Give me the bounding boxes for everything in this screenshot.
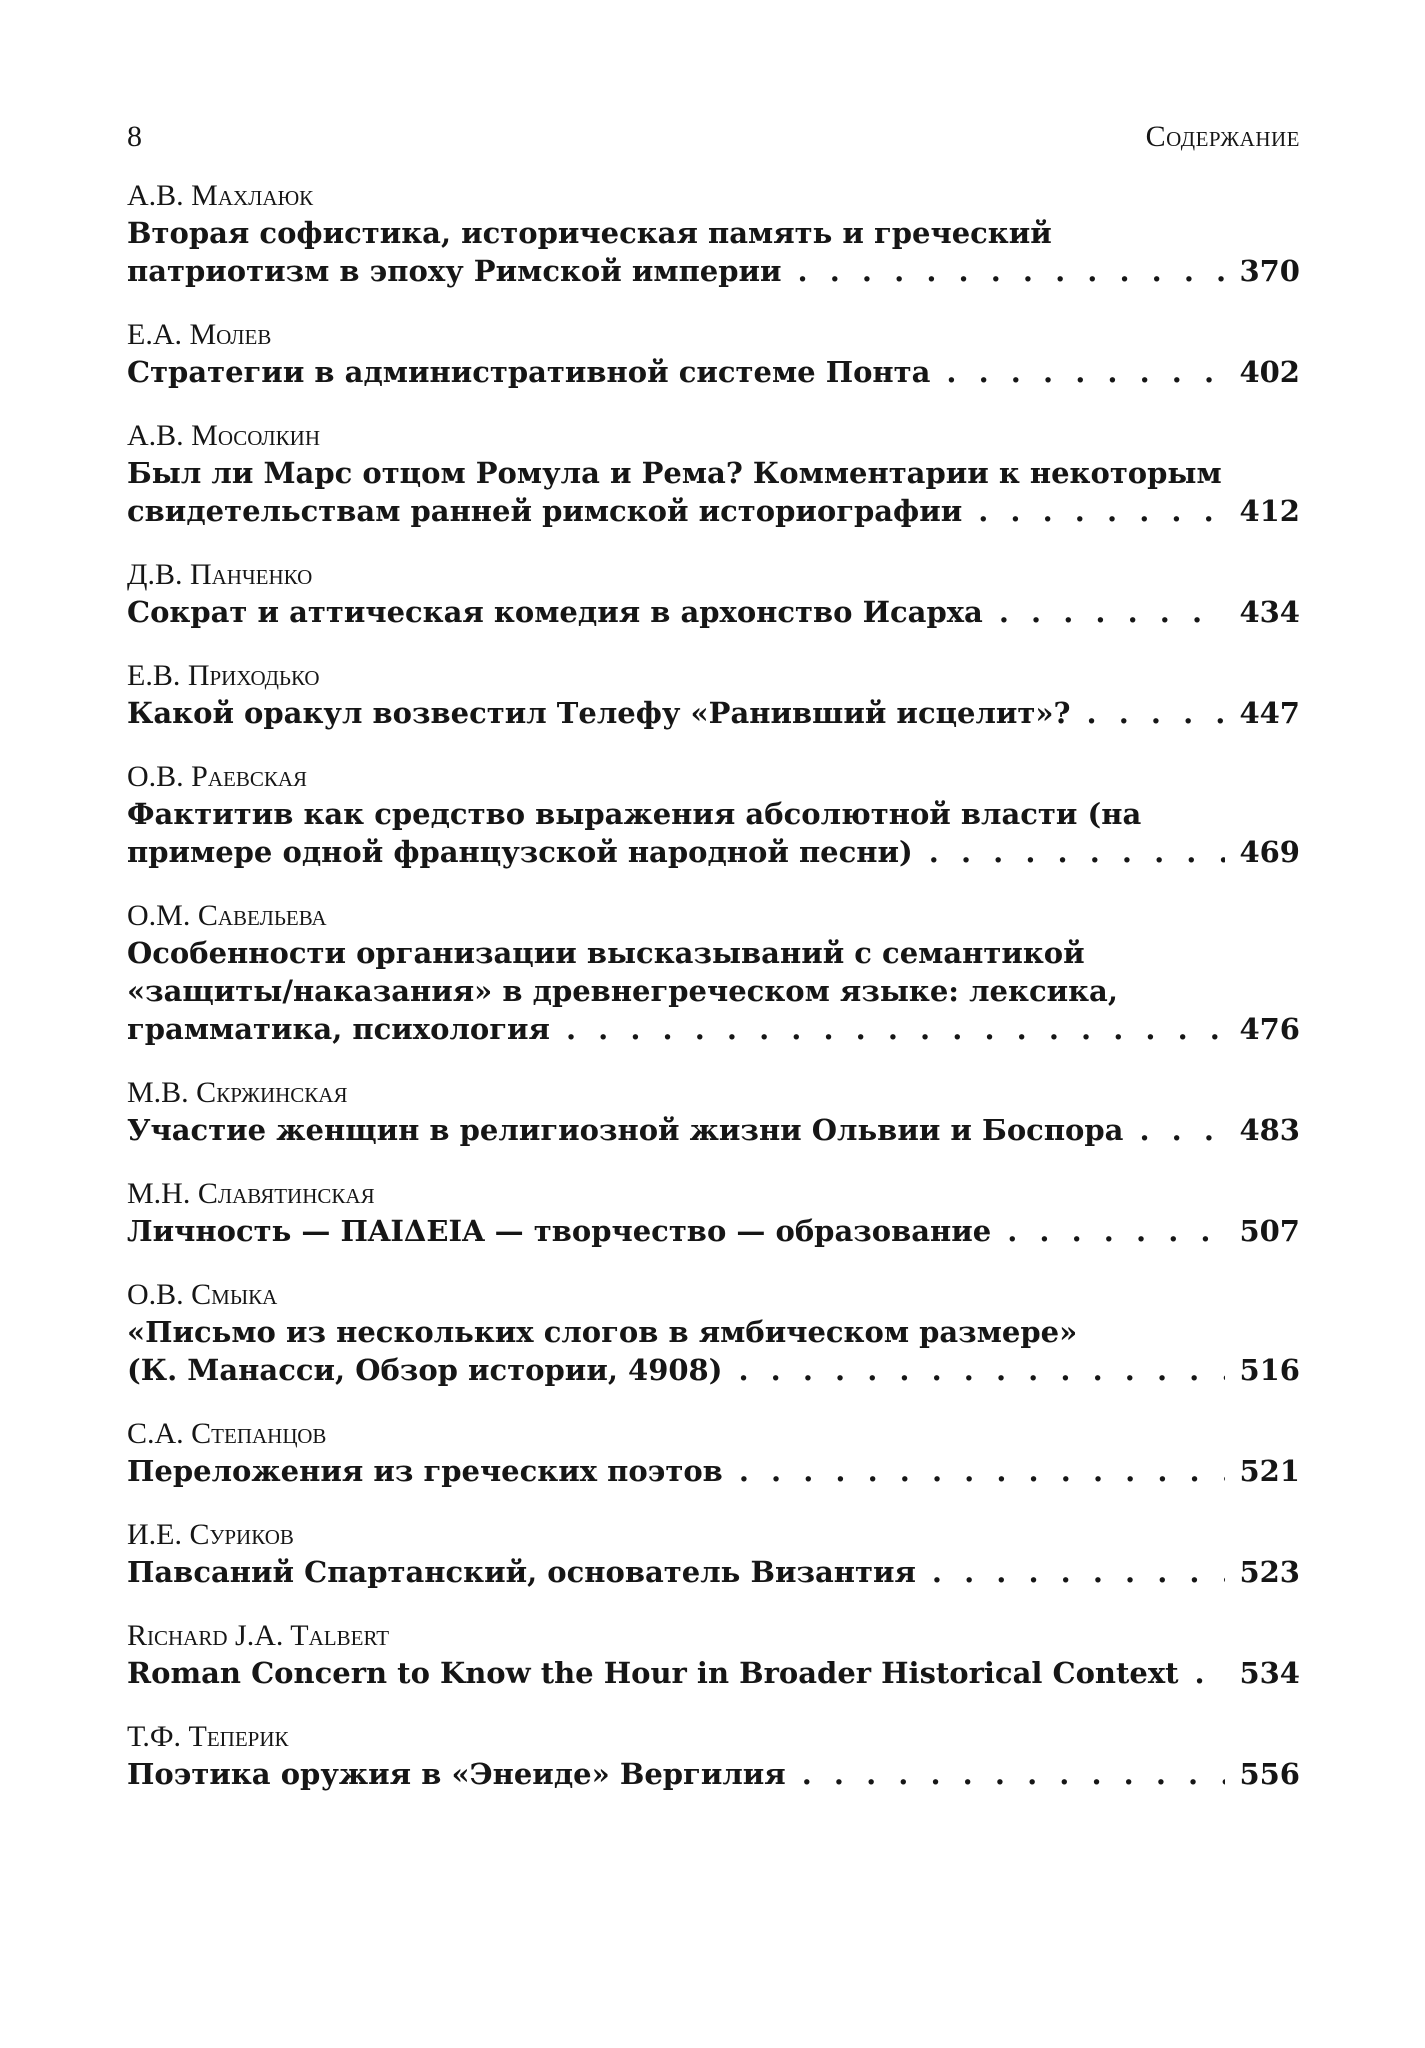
toc-author: Т.Ф. Теперик	[127, 1720, 289, 1753]
dot-leader	[723, 1452, 1226, 1490]
toc-author: А.В. Мосолкин	[127, 419, 320, 452]
toc-entry	[127, 759, 1300, 871]
toc-page-number: 476	[1239, 1012, 1300, 1046]
toc-author: М.В. Скржинская	[127, 1076, 348, 1109]
toc-title-text: Павсаний Спартанский, основатель Византия	[127, 1555, 916, 1589]
toc-page-number: 516	[1239, 1353, 1300, 1387]
toc-entry	[127, 1719, 1300, 1793]
dot-leader	[983, 593, 1226, 631]
dot-leader	[722, 1351, 1225, 1389]
toc-author: Е.А. Молев	[127, 318, 272, 351]
toc-title-text: Личность — ΠΑΙΔΕΙΑ — творчество — образование	[127, 1214, 992, 1248]
toc-author: Richard J.A. Talbert	[127, 1619, 390, 1652]
dot-leader	[1071, 694, 1226, 732]
dot-leader	[991, 1212, 1225, 1250]
toc-title-text: Какой оракул возвестил Телефу «Ранивший исцелит»?	[127, 696, 1071, 730]
toc-title-last-line	[127, 1010, 1300, 1048]
toc-entry	[127, 178, 1300, 290]
toc-title-text: грамматика, психология	[127, 1012, 550, 1046]
toc-title-last-line	[127, 1212, 1300, 1250]
toc-author: Е.В. Приходько	[127, 659, 320, 692]
toc-title-text: Участие женщин в религиозной жизни Ольвии и Боспора	[127, 1113, 1124, 1147]
toc-author: М.Н. Славятинская	[127, 1177, 375, 1210]
toc-title-text: патриотизм в эпоху Римской империи	[127, 254, 782, 288]
toc-author: Д.В. Панченко	[127, 558, 313, 591]
toc-title-text: примере одной французской народной песни)	[127, 835, 913, 869]
toc-entry	[127, 1416, 1300, 1490]
toc-page-number: 402	[1239, 355, 1300, 389]
toc-page-number: 523	[1239, 1555, 1300, 1589]
toc-title-last-line	[127, 1351, 1300, 1389]
toc-title-line: «защиты/наказания» в древнегреческом языке: лексика,	[127, 974, 1118, 1008]
toc-entry	[127, 898, 1300, 1048]
dot-leader	[782, 252, 1226, 290]
toc-page-number: 556	[1239, 1757, 1300, 1791]
toc-title-last-line	[127, 1452, 1300, 1490]
toc-entry	[127, 1176, 1300, 1250]
toc-author: О.В. Раевская	[127, 760, 308, 793]
toc-title-text: Roman Concern to Know the Hour in Broader Historical Context	[127, 1656, 1179, 1690]
toc-title-last-line	[127, 252, 1300, 290]
toc-entry	[127, 557, 1300, 631]
toc-title-last-line	[127, 593, 1300, 631]
dot-leader	[786, 1755, 1226, 1793]
toc-title-last-line	[127, 1755, 1300, 1793]
toc-page-number: 521	[1239, 1454, 1300, 1488]
toc-page-number: 534	[1239, 1656, 1300, 1690]
toc-title-line: Фактитив как средство выражения абсолютной власти (на	[127, 797, 1142, 831]
toc-author: О.В. Смыка	[127, 1278, 278, 1311]
toc-page-number: 370	[1239, 254, 1300, 288]
toc-page-number: 469	[1239, 835, 1300, 869]
toc-entry	[127, 1277, 1300, 1389]
toc-title-last-line	[127, 694, 1300, 732]
toc-title-last-line	[127, 492, 1300, 530]
dot-leader	[550, 1010, 1226, 1048]
toc-title-text: (К. Манасси, Обзор истории, 4908)	[127, 1353, 723, 1387]
page-number: 8	[127, 120, 142, 153]
dot-leader	[1179, 1654, 1226, 1692]
toc-title-last-line	[127, 1553, 1300, 1591]
toc-title-text: Стратегии в административной системе Понта	[127, 355, 931, 389]
toc-page-number: 434	[1239, 595, 1300, 629]
document-page	[127, 120, 1300, 1820]
toc-entry	[127, 1075, 1300, 1149]
toc-title-line: Особенности организации высказываний с семантикой	[127, 936, 1085, 970]
toc-page-number: 507	[1239, 1214, 1300, 1248]
toc-title-last-line	[127, 833, 1300, 871]
toc-title-text: Поэтика оружия в «Энеиде» Вергилия	[127, 1757, 786, 1791]
page-header	[127, 120, 1300, 178]
toc-entry	[127, 1618, 1300, 1692]
toc-title-line: «Письмо из нескольких слогов в ямбическом размере»	[127, 1315, 1078, 1349]
toc-author: О.М. Савельева	[127, 899, 327, 932]
toc-author: И.Е. Суриков	[127, 1518, 294, 1551]
dot-leader	[1123, 1111, 1225, 1149]
toc-entry	[127, 1517, 1300, 1591]
toc-title-line: Был ли Марс отцом Ромула и Рема? Комментарии к некоторым	[127, 456, 1222, 490]
toc-page-number: 447	[1239, 696, 1300, 730]
toc-title-last-line	[127, 353, 1300, 391]
toc-author: С.А. Степанцов	[127, 1417, 327, 1450]
toc-entry	[127, 658, 1300, 732]
toc-title-last-line	[127, 1654, 1300, 1692]
toc-entry	[127, 317, 1300, 391]
dot-leader	[913, 833, 1226, 871]
toc-page-number: 483	[1239, 1113, 1300, 1147]
dot-leader	[916, 1553, 1226, 1591]
table-of-contents	[127, 178, 1300, 1793]
dot-leader	[930, 353, 1225, 391]
dot-leader	[962, 492, 1225, 530]
running-title: Содержание	[1145, 120, 1300, 153]
toc-title-line: Вторая софистика, историческая память и греческий	[127, 216, 1052, 250]
toc-title-text: Сократ и аттическая комедия в архонство Исарха	[127, 595, 983, 629]
toc-title-text: Переложения из греческих поэтов	[127, 1454, 723, 1488]
toc-title-text: свидетельствам ранней римской историографии	[127, 494, 963, 528]
toc-entry	[127, 418, 1300, 530]
toc-title-last-line	[127, 1111, 1300, 1149]
toc-page-number: 412	[1239, 494, 1300, 528]
toc-author: А.В. Махлаюк	[127, 179, 314, 212]
